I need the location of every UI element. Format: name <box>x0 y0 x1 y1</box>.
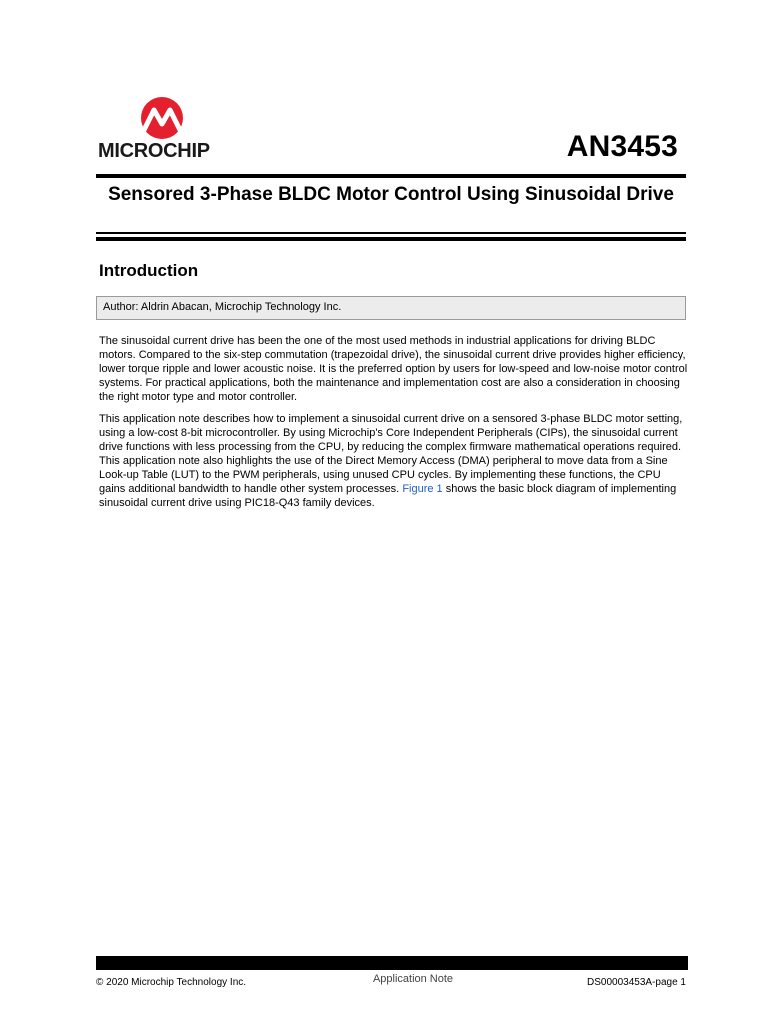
microchip-logo-icon <box>138 96 186 140</box>
header-rule-top <box>96 174 686 178</box>
figure-1-link[interactable]: Figure 1 <box>402 483 443 495</box>
footer-bar <box>96 956 688 970</box>
document-title: Sensored 3-Phase BLDC Motor Control Using Sinusoidal Drive <box>108 184 674 205</box>
header-rule-bottom-thick <box>96 237 686 241</box>
header-rule-bottom-thin <box>96 232 686 234</box>
author-text: Author: Aldrin Abacan, Microchip Technology Inc. <box>103 301 342 313</box>
document-header <box>0 0 768 240</box>
intro-paragraph-2-text-end: shows the basic block diagram of implementing sinusoidal current drive using PIC18-Q43 family devices. <box>99 483 677 509</box>
intro-paragraph-1: The sinusoidal current drive has been the one of the most used methods in industrial applications for driving BLDC motors. Compared to the six-step commutation (trapezoidal drive), the sinusoidal current drive provides higher efficiency, lower torque ripple and lower acoustic noise. It is the preferred option by users for low-speed and low-noise motor control systems. For practical applications, both the maintenance and implementation cost are also a consideration in choosing the right motor type and motor controller. <box>99 335 688 403</box>
footer-page-id: DS00003453A-page 1 <box>587 977 686 988</box>
document-number: AN3453 <box>566 130 678 163</box>
section-heading-introduction: Introduction <box>99 261 199 280</box>
microchip-logo <box>98 96 228 166</box>
intro-paragraph-2 <box>99 412 689 510</box>
intro-paragraph-2-text: This application note describes how to implement a sinusoidal current drive on a sensored 3-phase BLDC motor setting, using a low-cost 8-bit microcontroller. By using Microchip's Core Independent Peripherals (CIPs), the sinusoidal current drive functions with less processing from the CPU, by reducing the complex firmware mathematical operations required. This application note also highlights the use of the Direct Memory Access (DMA) peripheral to move data from a Sine Look-up Table (LUT) to the PWM peripherals, using unused CPU cycles. By implementing these functions, the CPU gains additional bandwidth to handle other system processes. <box>99 413 683 495</box>
logo-wordmark: MICROCHIP <box>98 140 210 162</box>
author-box <box>96 296 686 320</box>
footer-doc-type: Application Note <box>372 973 454 985</box>
footer-copyright: © 2020 Microchip Technology Inc. <box>96 977 247 988</box>
